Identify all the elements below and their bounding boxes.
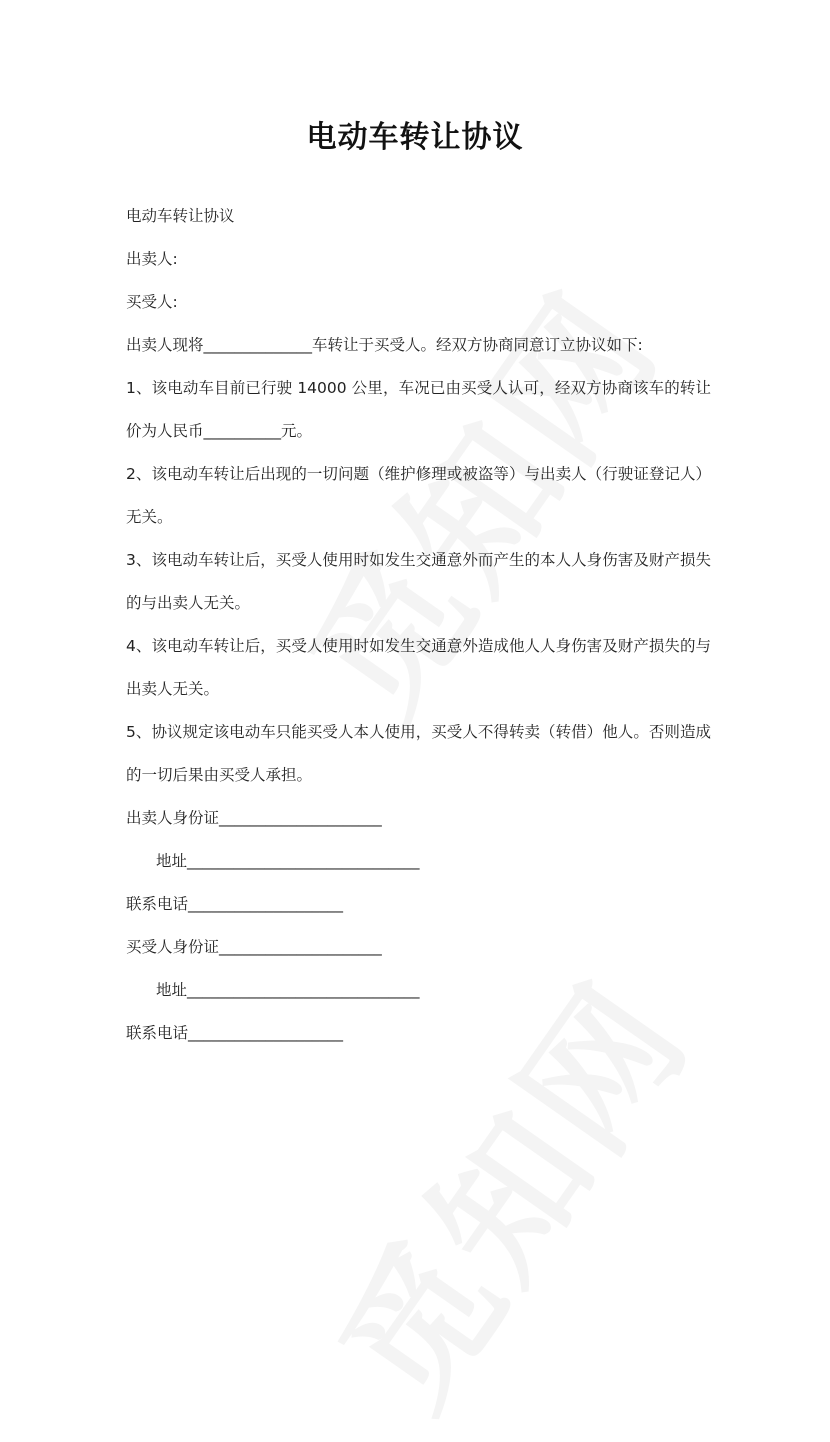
- intro-paragraph: 出卖人现将______________车转让于买受人。经双方协商同意订立协议如下:: [126, 336, 643, 354]
- clause-3: 3、该电动车转让后，买受人使用时如发生交通意外而产生的本人人身伤害及财产损失的与出卖人无关。: [126, 551, 711, 612]
- document-title: 电动车转让协议: [306, 120, 524, 155]
- seller-phone-field: 联系电话____________________: [126, 895, 344, 913]
- seller-address-field: 地址______________________________: [156, 852, 420, 870]
- buyer-address-field: 地址______________________________: [156, 981, 420, 999]
- buyer-label: 买受人:: [126, 293, 178, 311]
- clause-4: 4、该电动车转让后，买受人使用时如发生交通意外造成他人人身伤害及财产损失的与出卖人无关。: [126, 637, 711, 698]
- seller-label: 出卖人:: [126, 250, 178, 268]
- document-subtitle: 电动车转让协议: [126, 207, 235, 225]
- seller-id-field: 出卖人身份证_____________________: [126, 809, 382, 827]
- buyer-phone-field: 联系电话____________________: [126, 1024, 344, 1042]
- clause-2: 2、该电动车转让后出现的一切问题（维护修理或被盗等）与出卖人（行驶证登记人）无关。: [126, 465, 711, 526]
- document-body: [126, 195, 711, 1055]
- buyer-id-field: 买受人身份证_____________________: [126, 938, 382, 956]
- clause-5: 5、协议规定该电动车只能买受人本人使用，买受人不得转卖（转借）他人。否则造成的一切后果由买受人承担。: [126, 723, 711, 784]
- clause-1: 1、该电动车目前已行驶 14000 公里，车况已由买受人认可，经双方协商该车的转让价为人民币__________元。: [126, 379, 711, 440]
